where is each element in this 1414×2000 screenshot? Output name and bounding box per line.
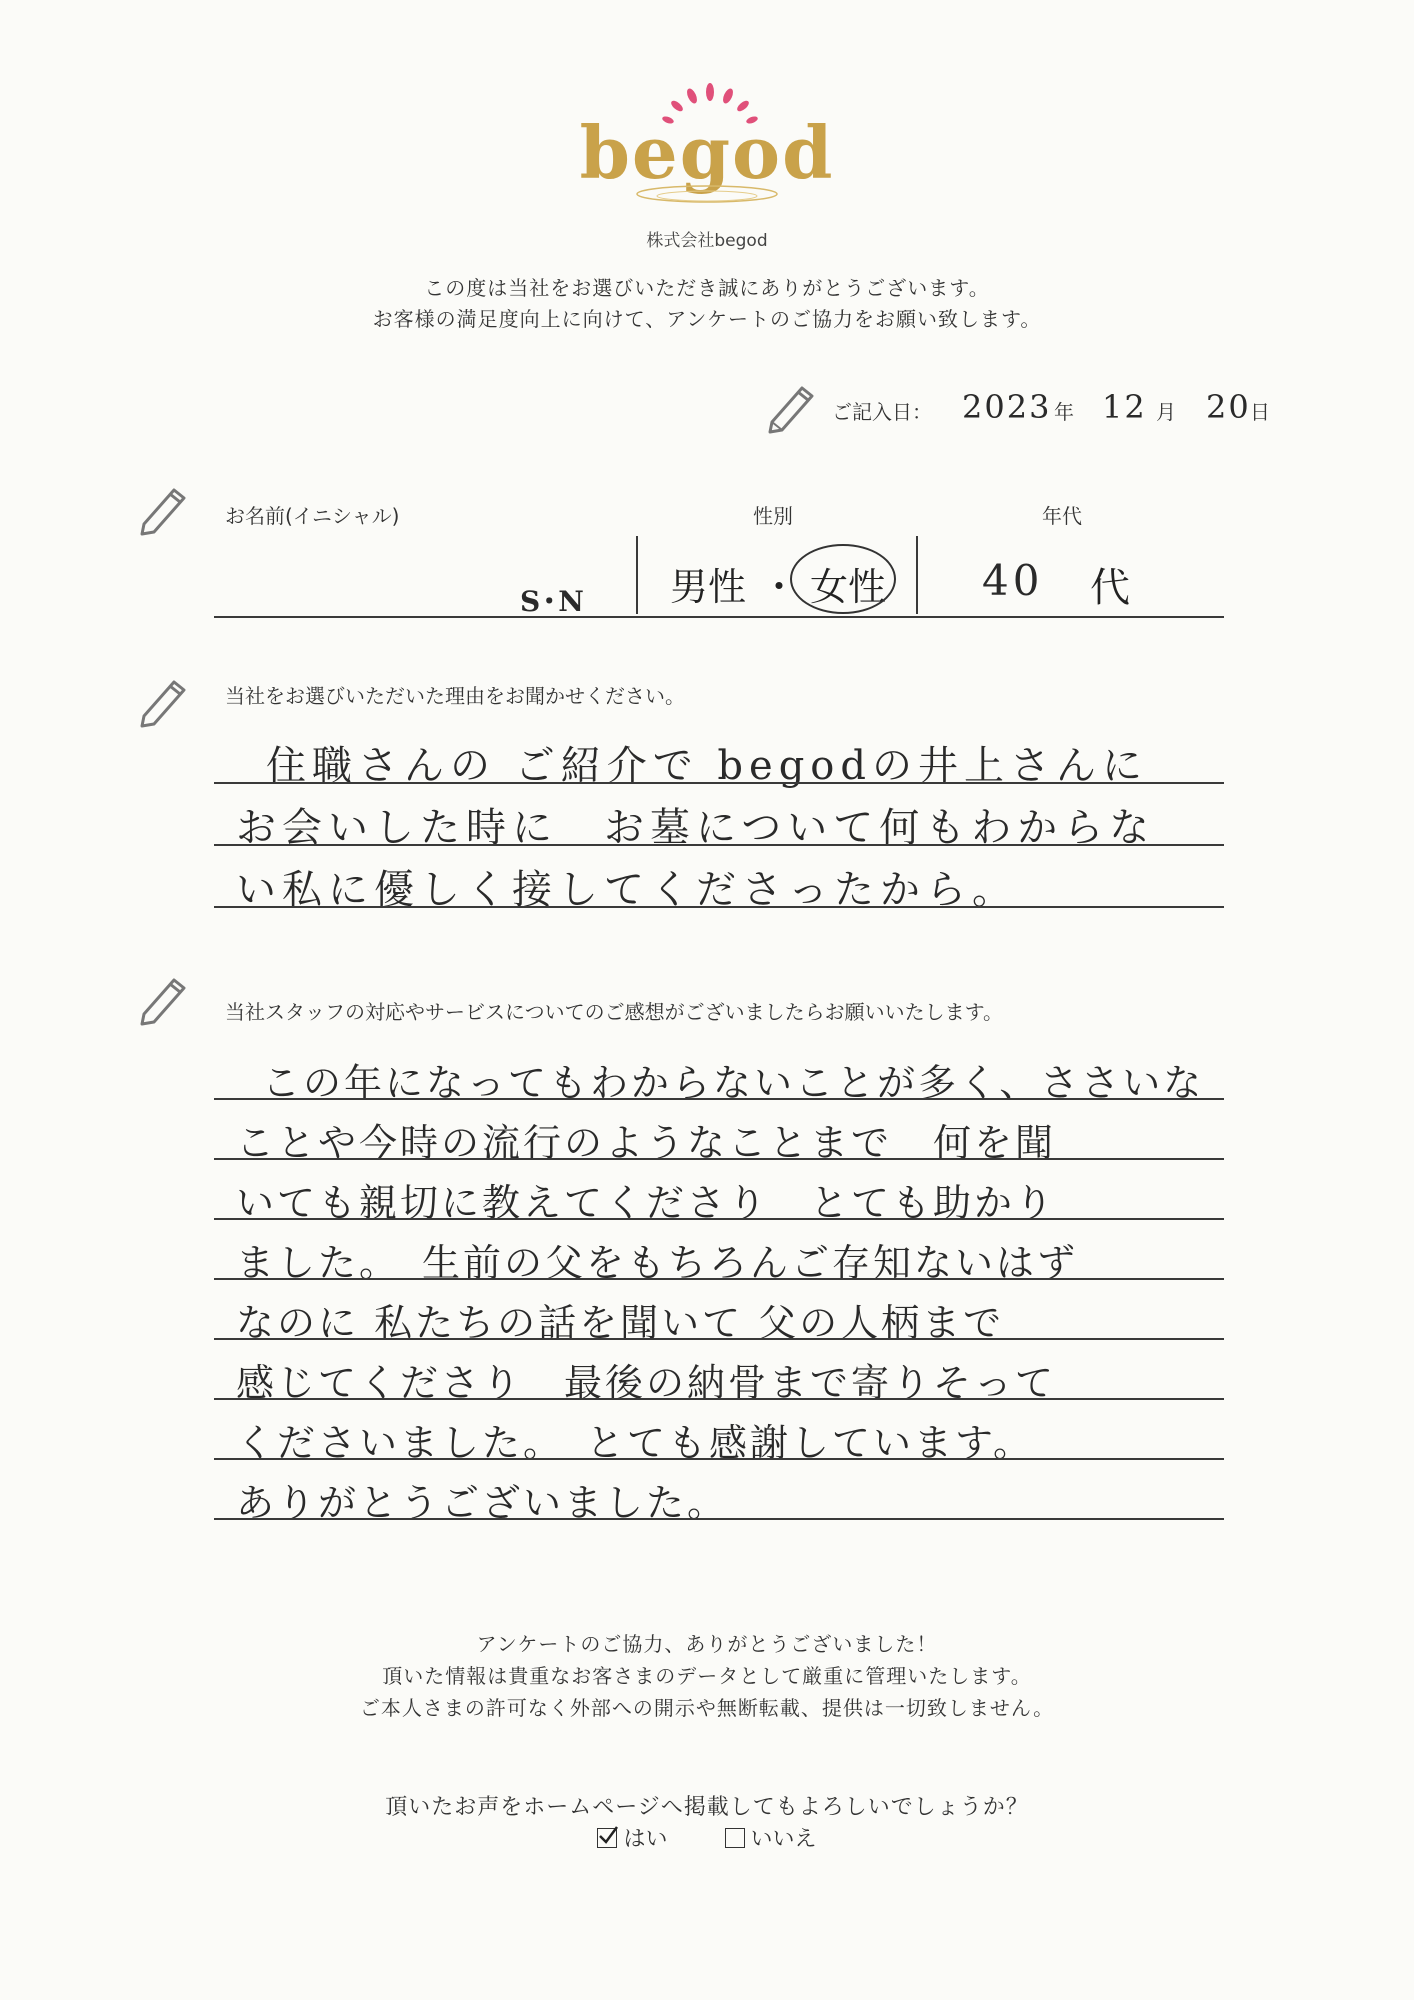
yes-label: はい — [623, 1827, 668, 1852]
footer-line: ご本人さまの許可なく外部への開示や無断転載、提供は一切致しません。 — [359, 1696, 1055, 1720]
company-name: 株式会社begod — [646, 231, 768, 251]
q1-rule — [214, 906, 1224, 908]
consent-yes[interactable] — [597, 1827, 674, 1852]
gender-male: 男性 — [670, 565, 747, 609]
date-label: ご記入日： — [832, 400, 932, 424]
intro-line-2: お客様の満足度向上に向けて、アンケートのご協力をお願い致します。 — [372, 307, 1042, 331]
q2-line: ました。 生前の父をもちろんご存知ないはず — [236, 1241, 1079, 1285]
column-divider — [916, 536, 918, 614]
q2-line: いても親切に教えてくださり とても助かり — [236, 1181, 1057, 1225]
q2-line: ことや今時の流行のようなことまで 何を聞 — [236, 1121, 1057, 1165]
column-divider — [636, 536, 638, 614]
gender-female: 女性 — [810, 565, 887, 609]
date-day-unit: 日 — [1250, 400, 1270, 424]
gender-separator: ・ — [760, 565, 799, 609]
logo-swirl — [630, 182, 784, 212]
q1-line: 住職さんの ご紹介で begodの井上さんに — [266, 743, 1148, 789]
q1-rule — [214, 782, 1224, 784]
pencil-icon — [132, 670, 192, 730]
age-value: 40 — [982, 556, 1044, 605]
name-value: S･N — [520, 585, 586, 618]
q2-rule — [214, 1278, 1224, 1280]
intro-line-1: この度は当社をお選びいただき誠にありがとうございます。 — [424, 276, 990, 300]
q2-rule — [214, 1458, 1224, 1460]
q1-label: 当社をお選びいただいた理由をお聞かせください。 — [225, 684, 685, 708]
yes-checkbox[interactable] — [597, 1828, 617, 1848]
age-label: 年代 — [1042, 504, 1082, 528]
no-checkbox[interactable] — [725, 1828, 745, 1848]
date-year-unit: 年 — [1054, 400, 1074, 424]
q2-rule — [214, 1098, 1224, 1100]
date-month-unit: 月 — [1156, 400, 1176, 424]
pencil-icon — [132, 968, 192, 1028]
q2-rule — [214, 1218, 1224, 1220]
q2-line: なのに 私たちの話を聞いて 父の人柄まで — [236, 1301, 1005, 1345]
age-unit: 代 — [1090, 565, 1130, 611]
q1-line: お会いした時に お墓について何もわからな — [236, 805, 1156, 851]
q2-rule — [214, 1338, 1224, 1340]
q2-label: 当社スタッフの対応やサービスについてのご感想がございましたらお願いいたします。 — [225, 1000, 1003, 1024]
name-label: お名前(イニシャル) — [225, 504, 400, 528]
profile-underline — [214, 616, 1224, 618]
q2-rule — [214, 1518, 1224, 1520]
gender-label: 性別 — [753, 504, 793, 528]
q2-rule — [214, 1158, 1224, 1160]
consent-no[interactable] — [725, 1827, 817, 1852]
consent-question: 頂いたお声をホームページへ掲載してもよろしいでしょうか？ — [385, 1795, 1029, 1820]
pencil-icon — [132, 478, 192, 538]
date-year: 2023 — [962, 388, 1052, 426]
date-day: 20 — [1206, 388, 1251, 426]
q2-rule — [214, 1398, 1224, 1400]
q1-rule — [214, 844, 1224, 846]
logo-wordmark: begod — [579, 110, 835, 195]
q2-line: 感じてくださり 最後の納骨まで寄りそって — [236, 1361, 1057, 1405]
q1-line: い私に優しく接してくださったから。 — [236, 867, 1018, 913]
q2-line: この年になってもわからないことが多く、ささいな — [262, 1061, 1205, 1105]
no-label: いいえ — [750, 1827, 817, 1852]
footer-line: アンケートのご協力、ありがとうございました！ — [476, 1632, 938, 1656]
consent-options — [0, 1822, 1414, 1853]
q2-line: くださいました。 とても感謝しています。 — [236, 1421, 1034, 1465]
date-month: 12 — [1102, 388, 1147, 426]
footer-line: 頂いた情報は貴重なお客さまのデータとして厳重に管理いたします。 — [382, 1664, 1032, 1688]
checkmark-icon — [597, 1825, 619, 1847]
pencil-icon — [760, 376, 820, 436]
q2-line: ありがとうございました。 — [236, 1481, 729, 1525]
gender-selection-circle — [790, 544, 896, 614]
